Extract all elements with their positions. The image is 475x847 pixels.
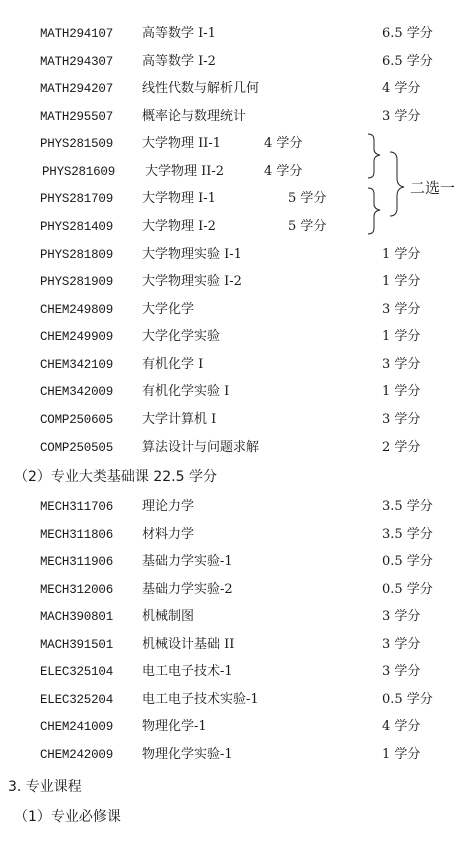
- course-code: CHEM249909: [40, 330, 114, 344]
- course-credit: 1 学分: [382, 247, 421, 262]
- course-code: MECH312006: [40, 583, 114, 597]
- course-row: [0, 716, 475, 738]
- course-credit: 3.5 学分: [382, 499, 433, 514]
- course-code: PHYS281709: [40, 192, 114, 206]
- course-code: MECH311806: [40, 528, 114, 542]
- course-name: 高等数学 I-2: [142, 54, 216, 69]
- course-credit: 2 学分: [382, 440, 421, 455]
- course-credit: 3 学分: [382, 664, 421, 679]
- course-credit: 3 学分: [382, 302, 421, 317]
- course-credit: 3.5 学分: [382, 527, 433, 542]
- course-credit: 6.5 学分: [382, 26, 433, 41]
- course-row: [0, 551, 475, 573]
- course-row: [0, 299, 475, 321]
- course-name: 机械制图: [142, 609, 195, 624]
- course-name: 线性代数与解析几何: [142, 81, 260, 96]
- course-row: [0, 244, 475, 266]
- course-row: [0, 661, 475, 683]
- brace-outer: [390, 152, 404, 216]
- course-name: 材料力学: [142, 527, 195, 542]
- course-name: 基础力学实验-2: [142, 582, 233, 597]
- course-name: 有机化学 I: [142, 357, 204, 372]
- course-code: PHYS281509: [40, 137, 114, 151]
- course-credit: 5 学分: [288, 219, 327, 234]
- course-name: 高等数学 I-1: [142, 26, 216, 41]
- course-row: [0, 437, 475, 459]
- course-credit: 4 学分: [382, 81, 421, 96]
- course-name: 基础力学实验-1: [142, 554, 233, 569]
- course-row: [0, 381, 475, 403]
- course-row: [0, 106, 475, 128]
- course-row: [0, 524, 475, 546]
- choice-brace: [360, 130, 410, 238]
- section-heading-major: 3. 专业课程: [8, 779, 82, 795]
- course-credit: 0.5 学分: [382, 692, 433, 707]
- course-name: 大学化学实验: [142, 329, 221, 344]
- course-credit: 5 学分: [288, 191, 327, 206]
- course-code: MATH294107: [40, 27, 114, 41]
- course-row: [0, 23, 475, 45]
- course-credit: 0.5 学分: [382, 582, 433, 597]
- course-row: [0, 271, 475, 293]
- brace-option-b: [368, 188, 380, 234]
- course-credit: 3 学分: [382, 637, 421, 652]
- course-name: 机械设计基础 II: [142, 637, 235, 652]
- course-code: PHYS281609: [42, 165, 116, 179]
- course-name: 电工电子技术-1: [142, 664, 233, 679]
- course-credit: 6.5 学分: [382, 54, 433, 69]
- course-name: 大学计算机 I: [142, 412, 217, 427]
- course-code: PHYS281809: [40, 248, 114, 262]
- course-code: CHEM242009: [40, 748, 114, 762]
- course-code: MECH311906: [40, 555, 114, 569]
- course-credit: 4 学分: [264, 136, 303, 151]
- course-code: COMP250605: [40, 413, 114, 427]
- course-code: MATH294307: [40, 55, 114, 69]
- course-name: 理论力学: [142, 499, 195, 514]
- course-name: 大学化学: [142, 302, 195, 317]
- course-credit: 3 学分: [382, 609, 421, 624]
- course-code: MACH390801: [40, 610, 114, 624]
- course-name: 概率论与数理统计: [142, 109, 247, 124]
- course-row: [0, 409, 475, 431]
- course-row: [0, 744, 475, 766]
- course-row: [0, 606, 475, 628]
- course-code: CHEM249809: [40, 303, 114, 317]
- course-code: CHEM342009: [40, 385, 114, 399]
- course-row: [0, 78, 475, 100]
- course-code: ELEC325104: [40, 665, 114, 679]
- course-name: 大学物理 I-2: [142, 219, 216, 234]
- course-name: 大学物理 II-1: [142, 136, 222, 151]
- course-credit: 4 学分: [382, 719, 421, 734]
- course-name: 大学物理实验 I-1: [142, 247, 242, 262]
- course-name: 有机化学实验 I: [142, 384, 230, 399]
- course-credit: 3 学分: [382, 109, 421, 124]
- course-row: [0, 689, 475, 711]
- course-name: 物理化学实验-1: [142, 747, 233, 762]
- course-row: [0, 51, 475, 73]
- course-row: [0, 354, 475, 376]
- course-credit: 1 学分: [382, 384, 421, 399]
- course-credit: 4 学分: [264, 164, 303, 179]
- course-name: 算法设计与问题求解: [142, 440, 260, 455]
- course-credit: 3 学分: [382, 357, 421, 372]
- course-code: ELEC325204: [40, 693, 114, 707]
- course-code: PHYS281909: [40, 275, 114, 289]
- course-code: MATH294207: [40, 82, 114, 96]
- course-name: 物理化学-1: [142, 719, 207, 734]
- course-row: [0, 326, 475, 348]
- course-code: MATH295507: [40, 110, 114, 124]
- course-code: MECH311706: [40, 500, 114, 514]
- course-credit: 1 学分: [382, 274, 421, 289]
- brace-option-a: [368, 134, 380, 178]
- course-name: 大学物理 II-2: [145, 164, 225, 179]
- choice-label: 二选一: [410, 179, 456, 197]
- section-heading-basic: （2）专业大类基础课 22.5 学分: [14, 469, 217, 485]
- course-name: 电工电子技术实验-1: [142, 692, 259, 707]
- course-credit: 1 学分: [382, 747, 421, 762]
- course-row: [0, 634, 475, 656]
- course-credit: 1 学分: [382, 329, 421, 344]
- course-code: COMP250505: [40, 441, 114, 455]
- course-name: 大学物理实验 I-2: [142, 274, 242, 289]
- course-row: [0, 579, 475, 601]
- section-heading-required: （1）专业必修课: [14, 809, 121, 825]
- course-code: MACH391501: [40, 638, 114, 652]
- course-name: 大学物理 I-1: [142, 191, 216, 206]
- course-code: CHEM241009: [40, 720, 114, 734]
- course-credit: 3 学分: [382, 412, 421, 427]
- course-row: [0, 496, 475, 518]
- course-code: CHEM342109: [40, 358, 114, 372]
- course-credit: 0.5 学分: [382, 554, 433, 569]
- course-code: PHYS281409: [40, 220, 114, 234]
